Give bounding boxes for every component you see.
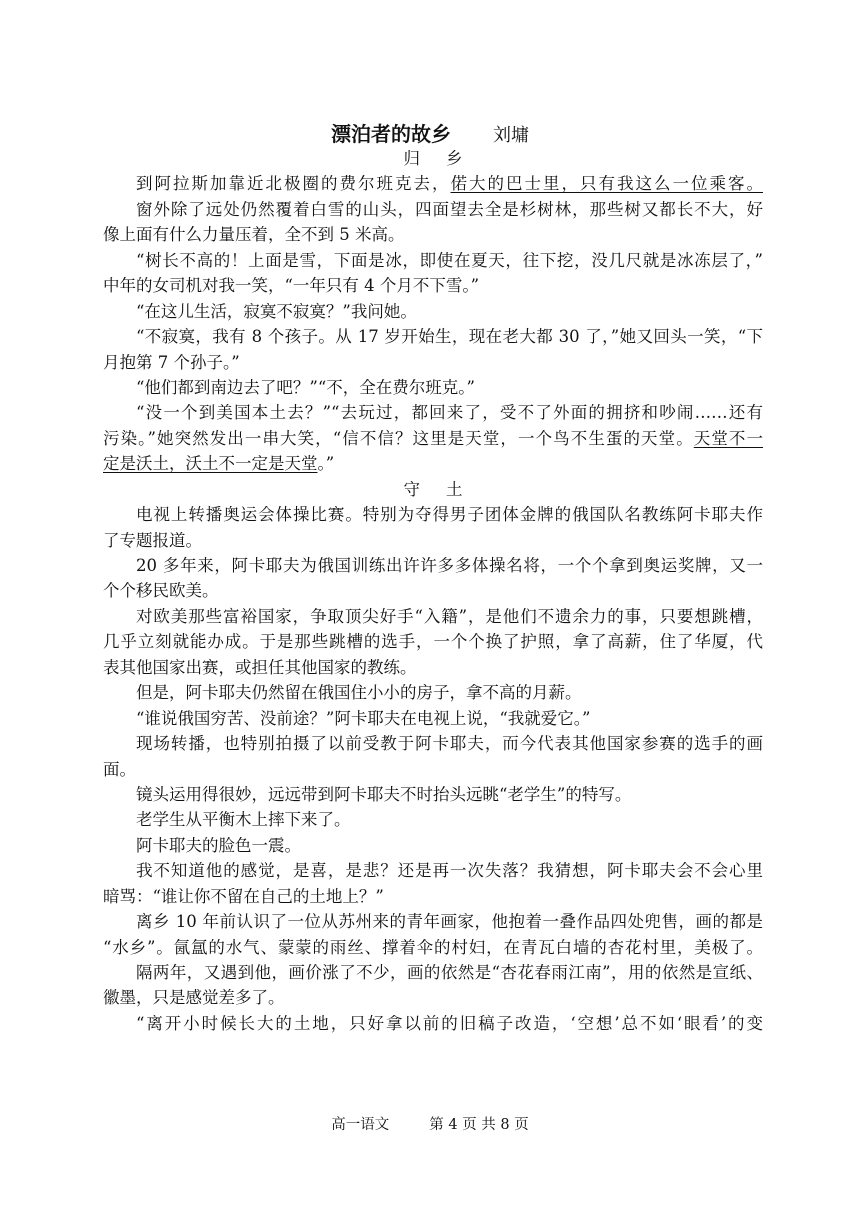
text-line: 现场转播，也特别拍摄了以前受教于阿卡耶夫，而今代表其他国家参赛的选手的画 <box>136 734 763 754</box>
text-line: 定是沃土，沃土不一定是天堂。” <box>103 454 335 474</box>
text-line: “在这儿生活，寂寞不寂寞？”我问她。 <box>136 301 417 321</box>
text-line: “谁说俄国穷苦、没前途？”阿卡耶夫在电视上说，“我就爱它。” <box>136 708 591 728</box>
article-title <box>0 118 860 147</box>
text-line: 中年的女司机对我一笑，“一年只有 4 个月不下雪。” <box>103 276 480 296</box>
text-line: “没一个到美国本土去？”“去玩过，都回来了，受不了外面的拥挤和吵闹……还有 <box>136 403 763 423</box>
text-line: 像上面有什么力量压着，全不到 5 米高。 <box>103 225 405 245</box>
text-line: 20 多年来，阿卡耶夫为俄国训练出许许多多体操名将，一个个拿到奥运奖牌，又一 <box>136 556 763 575</box>
text-line: 了专题报道。 <box>103 530 202 550</box>
section-heading: 归乡 <box>403 149 489 168</box>
text-line: “离开小时候长大的土地，只好拿以前的旧稿子改造，‘空想’总不如‘眼看’的变 <box>136 1013 763 1033</box>
text-line: 几乎立刻就能办成。于是那些跳槽的选手，一个个换了护照，拿了高薪，住了华厦，代 <box>103 632 763 652</box>
article-body <box>103 146 763 1036</box>
text-line: 个个移民欧美。 <box>103 581 219 601</box>
underlined-sentence: 定是沃土，沃土不一定是天堂 <box>103 454 318 474</box>
text-line: “树长不高的！上面是雪，下面是冰，即使在夏天，往下挖，没几尺就是冰冻层了，” <box>136 250 763 270</box>
text-line: 阿卡耶夫的脸色一震。 <box>136 835 301 855</box>
text-line: 到阿拉斯加靠近北极圈的费尔班克去，偌大的巴士里，只有我这么一位乘客。 <box>136 174 763 194</box>
page-footer <box>0 1113 860 1134</box>
text-line: 老学生从平衡木上摔下来了。 <box>136 810 351 830</box>
text-line: 电视上转播奥运会体操比赛。特别为夺得男子团体金牌的俄国队名教练阿卡耶夫作 <box>136 505 763 525</box>
footer-page-number: 第 4 页 共 8 页 <box>429 1117 529 1133</box>
text-line: 隔两年，又遇到他，画价涨了不少，画的依然是“杏花春雨江南”，用的依然是宣纸、 <box>136 963 763 982</box>
text-line: 暗骂：“谁让你不留在自己的土地上？” <box>103 886 384 906</box>
text-line: “不寂寞，我有 8 个孩子。从 17 岁开始生，现在老大都 30 了，”她又回头一笑，“下 <box>136 327 763 347</box>
text-line: 徽墨，只是感觉差多了。 <box>103 988 285 1008</box>
text-line: 离乡 10 年前认识了一位从苏州来的青年画家，他抱着一叠作品四处兜售，画的都是 <box>136 912 763 932</box>
underlined-sentence: 偌大的巴士里，只有我这么一位乘客。 <box>450 174 763 194</box>
text-line: 窗外除了远处仍然覆着白雪的山头，四面望去全是杉树林，那些树又都长不大，好 <box>136 199 763 219</box>
text-line: 面。 <box>103 759 136 779</box>
text-line: 我不知道他的感觉，是喜，是悲？还是再一次失落？我猜想，阿卡耶夫会不会心里 <box>136 861 763 881</box>
underlined-sentence: 天堂不一 <box>693 428 764 448</box>
text-line: 表其他国家出赛，或担任其他国家的教练。 <box>103 657 417 677</box>
text-line: “水乡”。氤氲的水气、蒙蒙的雨丝、撑着伞的村妇，在青瓦白墙的杏花村里，美极了。 <box>103 937 763 957</box>
text-line: “他们都到南边去了吧？”“不，全在费尔班克。” <box>136 377 475 397</box>
text-line: 月抱第 7 个孙子。” <box>103 352 240 372</box>
title-text: 漂泊者的故乡 <box>331 122 451 146</box>
author-name: 刘墉 <box>493 125 529 146</box>
text-line: 污染。”她突然发出一串大笑，“信不信？这里是天堂，一个鸟不生蛋的天堂。天堂不一 <box>103 428 764 448</box>
text-line: 镜头运用得很妙，远远带到阿卡耶夫不时抬头远眺“老学生”的特写。 <box>136 784 632 804</box>
text-line: 对欧美那些富裕国家，争取顶尖好手“入籍”，是他们不遗余力的事，只要想跳槽， <box>136 606 763 626</box>
footer-subject: 高一语文 <box>331 1117 390 1133</box>
section-heading: 守土 <box>403 479 489 499</box>
text-line: 但是，阿卡耶夫仍然留在俄国住小小的房子，拿不高的月薪。 <box>136 683 582 703</box>
